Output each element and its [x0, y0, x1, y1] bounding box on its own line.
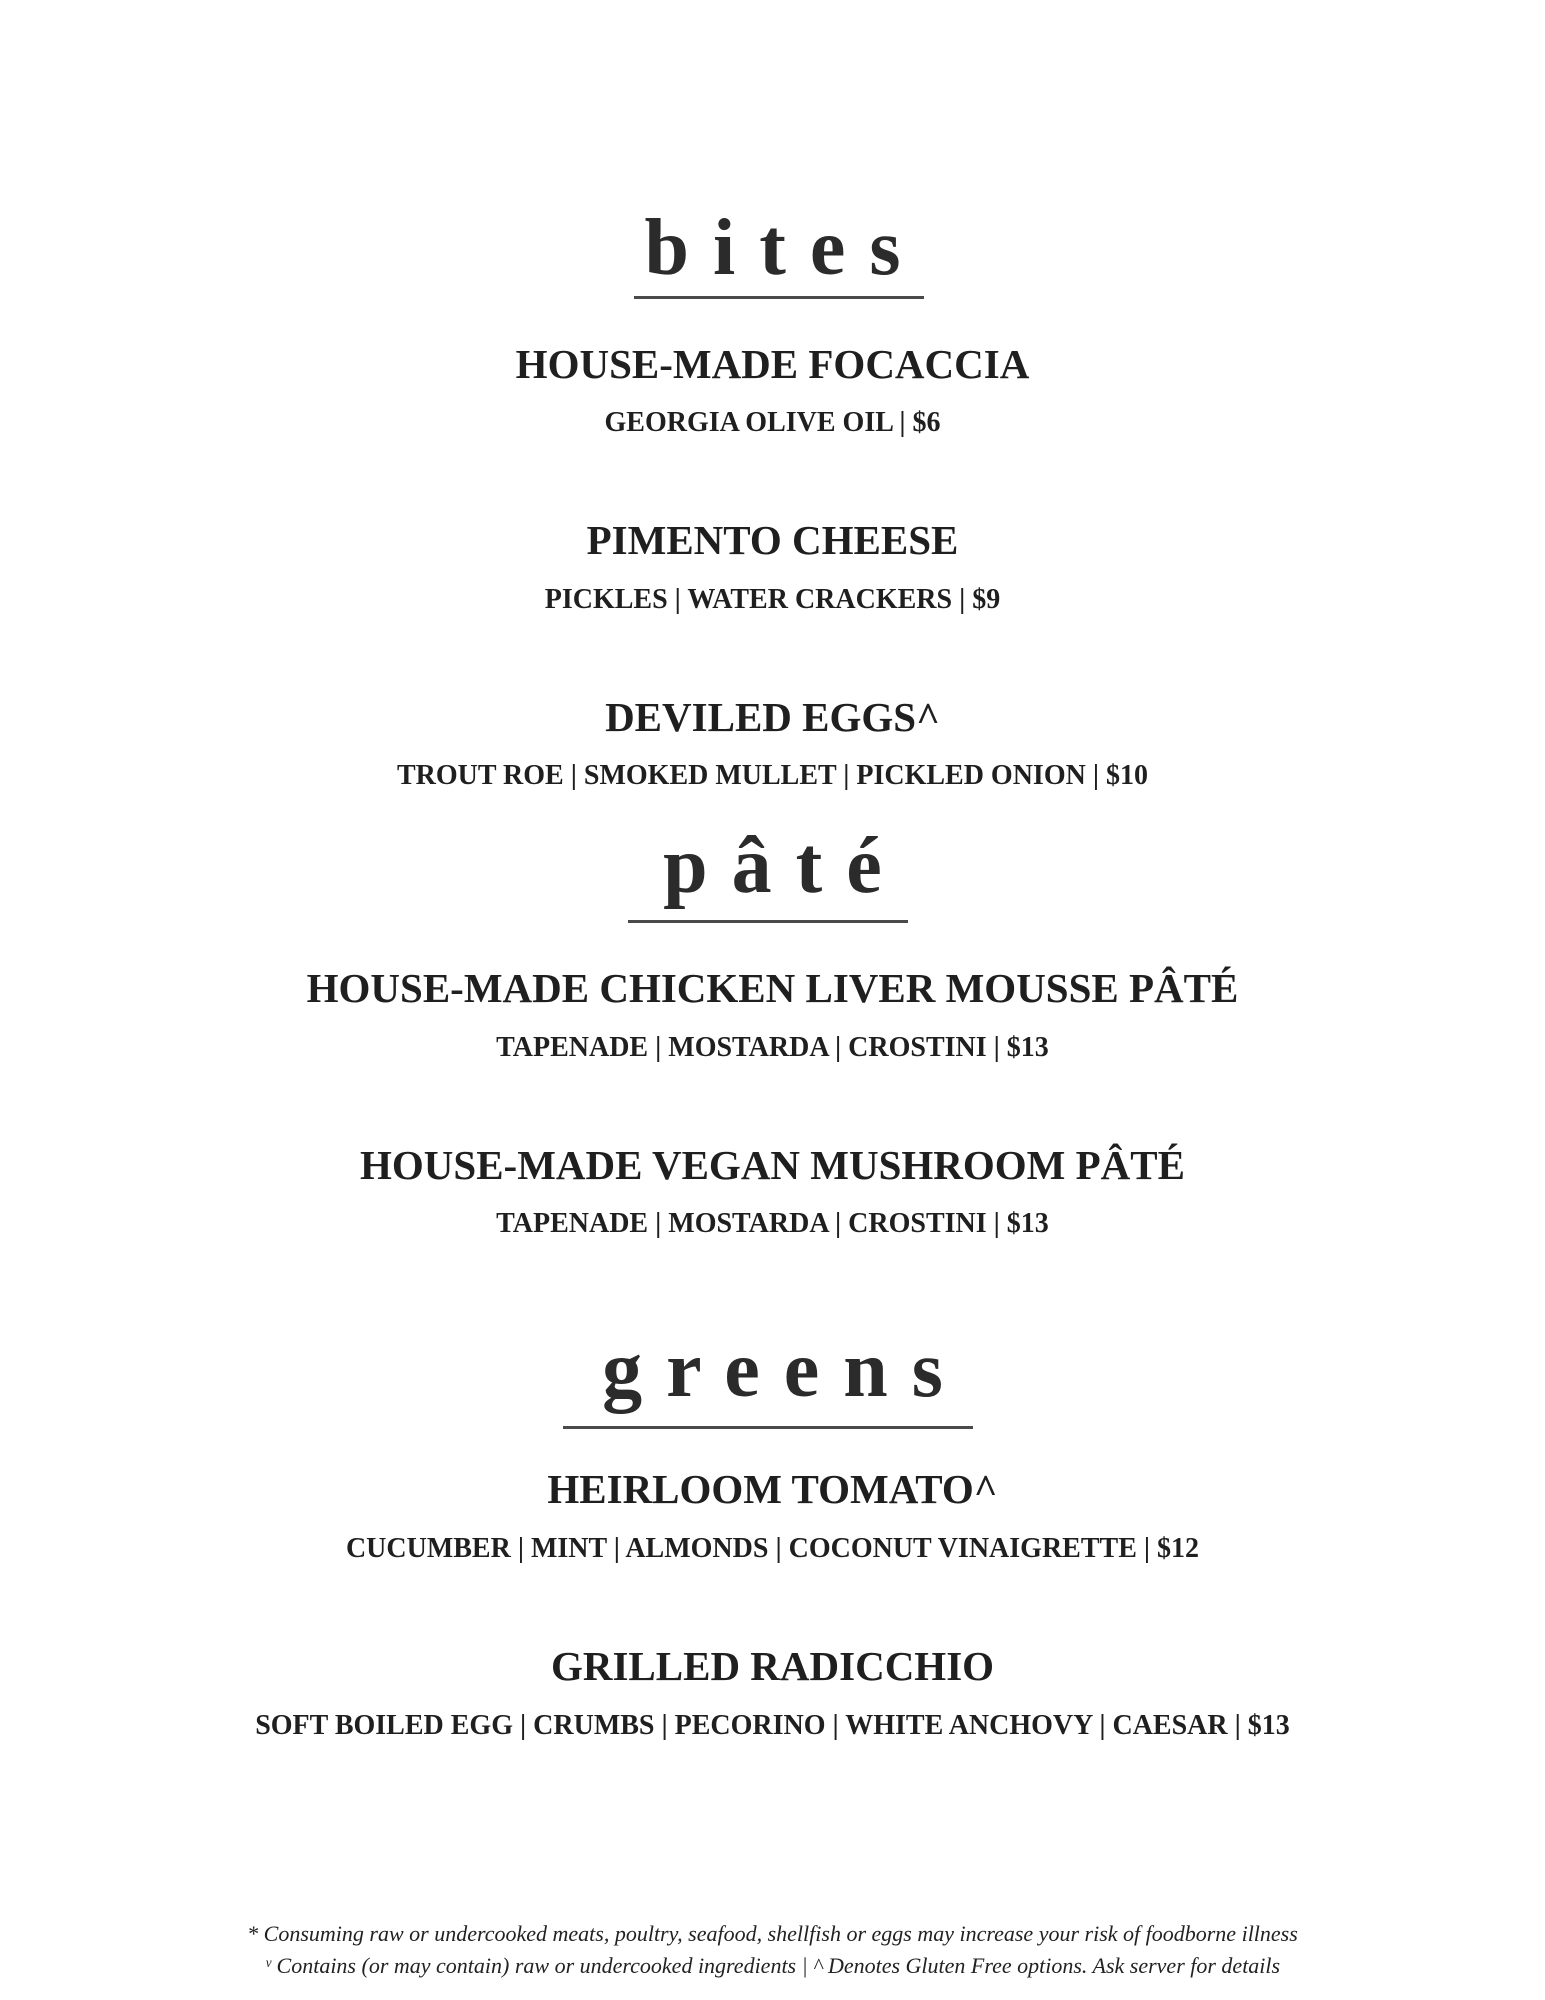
menu-item-name: PIMENTO CHEESE — [586, 517, 959, 563]
menu-item-name: HOUSE-MADE FOCACCIA — [515, 341, 1030, 387]
menu-item-name: HEIRLOOM TOMATO^ — [547, 1466, 998, 1512]
menu-item-name: HOUSE-MADE CHICKEN LIVER MOUSSE PÂTÉ — [306, 965, 1239, 1011]
menu-item-description: TAPENADE | MOSTARDA | CROSTINI | $13 — [496, 1032, 1049, 1063]
section-divider — [634, 296, 924, 299]
menu-item-name: GRILLED RADICCHIO — [550, 1643, 995, 1689]
section-title-greens: greens — [602, 1326, 967, 1414]
footnote-raw-food-warning: * Consuming raw or undercooked meats, poultry, seafood, shellfish or eggs may increase your risk of foodborne illness — [247, 1921, 1298, 1946]
menu-item-description: PICKLES | WATER CRACKERS | $9 — [544, 584, 1001, 615]
menu-item-description: TROUT ROE | SMOKED MULLET | PICKLED ONION | $10 — [396, 760, 1148, 791]
menu-item-description: SOFT BOILED EGG | CRUMBS | PECORINO | WHITE ANCHOVY | CAESAR | $13 — [255, 1710, 1290, 1741]
menu-item-name: HOUSE-MADE VEGAN MUSHROOM PÂTÉ — [360, 1142, 1185, 1188]
menu-item-description: CUCUMBER | MINT | ALMONDS | COCONUT VINAIGRETTE | $12 — [345, 1533, 1200, 1564]
menu-item-description: GEORGIA OLIVE OIL | $6 — [604, 407, 941, 438]
menu-item-name: DEVILED EGGS^ — [605, 694, 940, 740]
section-title-pate: pâté — [663, 822, 906, 910]
section-divider — [628, 920, 908, 923]
footnote-gluten-free: ᵛ Contains (or may contain) raw or undercooked ingredients | ^ Denotes Gluten Free options. Ask server for details — [264, 1953, 1281, 1978]
section-title-bites: bites — [644, 204, 925, 292]
menu-item-description: TAPENADE | MOSTARDA | CROSTINI | $13 — [496, 1208, 1049, 1239]
section-divider — [563, 1426, 973, 1429]
